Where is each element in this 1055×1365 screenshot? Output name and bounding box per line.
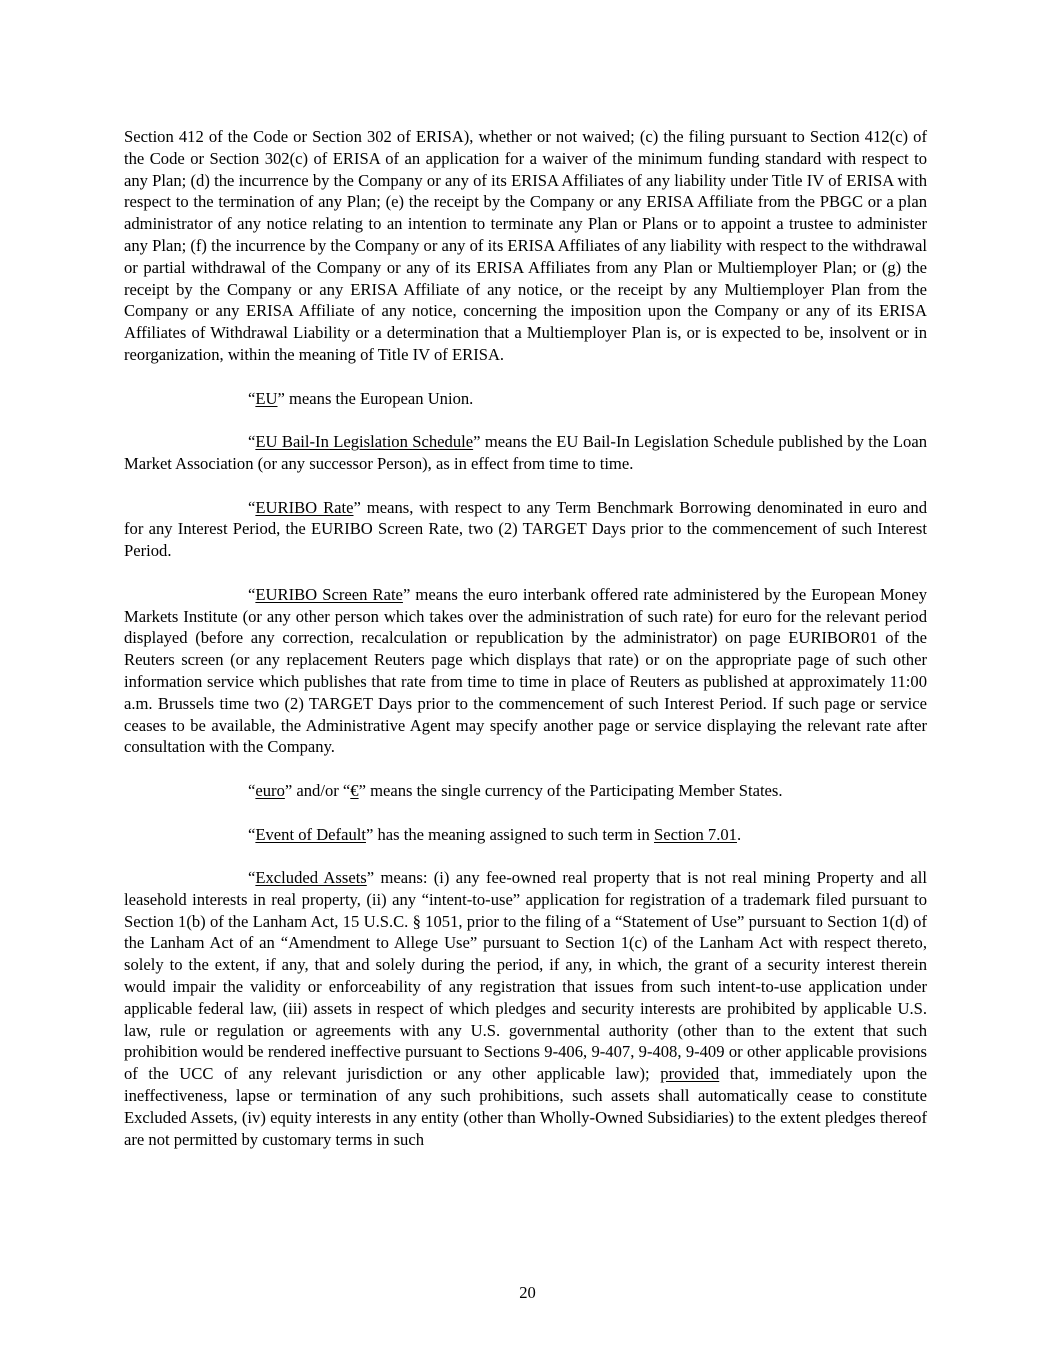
defined-term: EURIBO Rate <box>255 497 354 517</box>
definition-euro: “euro” and/or “€” means the single currency of the Participating Member States. <box>248 780 783 800</box>
definition-text-continued: that, immediately upon the ineffectiveness, lapse or termination of any such prohibitions, such assets shall automatically cease to constitute Excluded Assets, (iv) equity interests in any entity (other than Wholly-Owned Subsidiaries) to the extent pledges thereof are not permitted by customary terms in such <box>124 1064 927 1149</box>
definition-eu-bail-in-legislation-schedule: “EU Bail-In Legislation Schedule” means the EU Bail-In Legislation Schedule published by the Loan Market Association (or any successor Person), as in effect from time to time. <box>124 432 927 473</box>
definition-event-of-default: “Event of Default” has the meaning assigned to such term in Section 7.01. <box>248 824 742 844</box>
definition-text: ” means the euro interbank offered rate administered by the European Money Markets Institute (or any other person which takes over the administration of such rate) for euro for the relevant period displayed (before any correction, recalculation or republication by the administrator) on page EURIBOR01 of the Reuters screen (or any replacement Reuters page which displays that rate) or on the appropriate page of such other information service which publishes that rate from time to time in place of Reuters as published at approximately 11:00 a.m. Brussels time two (2) TARGET Days prior to the commencement of such Interest Period. If such page or service ceases to be available, the Administrative Agent may specify another page or service displaying the relevant rate after consultation with the Company. <box>124 584 927 757</box>
definition-eu: “EU” means the European Union. <box>248 388 474 408</box>
page-number: 20 <box>519 1283 536 1302</box>
document-body <box>124 126 927 1172</box>
paragraph-text: Section 412 of the Code or Section 302 of ERISA), whether or not waived; (c) the filing pursuant to Section 412(c) of the Code or Section 302(c) of ERISA of an application for a waiver of the minimum funding standard with respect to any Plan; (d) the incurrence by the Company or any of its ERISA Affiliates of any liability under Title IV of ERISA with respect to the termination of any Plan; (e) the receipt by the Company or any ERISA Affiliate from the PBGC or a plan administrator of any notice relating to an intention to terminate any Plan or Plans or to appoint a trustee to administer any Plan; (f) the incurrence by the Company or any of its ERISA Affiliates of any liability with respect to the withdrawal or partial withdrawal of the Company or any of its ERISA Affiliates from any Plan or Multiemployer Plan; or (g) the receipt by the Company or any ERISA Affiliate of any notice, or the receipt by any Multiemployer Plan from the Company or any ERISA Affiliate of any notice, concerning the imposition upon the Company or any of its ERISA Affiliates of Withdrawal Liability or a determination that a Multiemployer Plan is, or is expected to be, insolvent or in reorganization, within the meaning of Title IV of ERISA. <box>124 127 927 364</box>
defined-term: Event of Default <box>255 824 366 844</box>
defined-term: EU Bail-In Legislation Schedule <box>255 432 474 452</box>
defined-term: Excluded Assets <box>255 868 367 888</box>
defined-term-euro-symbol: € <box>350 780 359 800</box>
section-reference: Section 7.01 <box>654 824 737 844</box>
definition-text: ” means the EU Bail-In Legislation Schedule published by the Loan Market Association (or any successor Person), as in effect from time to time. <box>124 432 927 473</box>
definition-text: ” means: (i) any fee-owned real property that is not real mining Property and all leasehold interests in real property, (ii) any “intent-to-use” application for registration of a trademark filed pursuant to Section 1(b) of the Lanham Act, 15 U.S.C. § 1051, prior to the filing of a “Statement of Use” pursuant to Section 1(d) of the Lanham Act of an “Amendment to Allege Use” pursuant to Section 1(c) of the Lanham Act with respect thereto, solely to the extent, if any, that and solely during the period, if any, in which, the grant of a security interest therein would impair the validity or enforceability of any registration that issues from such intent-to-use application under applicable federal law, (iii) assets in respect of which pledges and security interests are prohibited by applicable U.S. law, rule or regulation or agreements with any U.S. governmental authority (other than to the extent that such prohibition would be rendered ineffective pursuant to Sections 9-406, 9-407, 9-408, 9-409 or other applicable provisions of the UCC of any relevant jurisdiction or any other applicable law); <box>124 868 927 1084</box>
definition-euribo-rate: “EURIBO Rate” means, with respect to any Term Benchmark Borrowing denominated in euro and for any Interest Period, the EURIBO Screen Rate, two (2) TARGET Days prior to the commencement of such Interest Period. <box>124 497 927 561</box>
defined-term: EURIBO Screen Rate <box>255 584 403 604</box>
definition-euribo-screen-rate: “EURIBO Screen Rate” means the euro interbank offered rate administered by the European Money Markets Institute (or any other person which takes over the administration of such rate) for euro for the relevant period displayed (before any correction, recalculation or republication by the administrator) on page EURIBOR01 of the Reuters screen (or any replacement Reuters page which displays that rate) or on the appropriate page of such other information service which publishes that rate from time to time in place of Reuters as published at approximately 11:00 a.m. Brussels time two (2) TARGET Days prior to the commencement of such Interest Period. If such page or service ceases to be available, the Administrative Agent may specify another page or service displaying the relevant rate after consultation with the Company. <box>124 584 927 757</box>
defined-term: EU <box>255 388 278 408</box>
defined-term: euro <box>255 780 285 800</box>
definition-text: ” means the European Union. <box>277 388 474 408</box>
definition-text: ” means the single currency of the Participating Member States. <box>358 780 783 800</box>
definition-excluded-assets: “Excluded Assets” means: (i) any fee-owned real property that is not real mining Property and all leasehold interests in real property, (ii) any “intent-to-use” application for registration of a trademark filed pursuant to Section 1(b) of the Lanham Act, 15 U.S.C. § 1051, prior to the filing of a “Statement of Use” pursuant to Section 1(d) of the Lanham Act of an “Amendment to Allege Use” pursuant to Section 1(c) of the Lanham Act with respect thereto, solely to the extent, if any, that and solely during the period, if any, in which, the grant of a security interest therein would impair the validity or enforceability of any registration that issues from such intent-to-use application under applicable federal law, (iii) assets in respect of which pledges and security interests are prohibited by applicable U.S. law, rule or regulation or agreements with any U.S. governmental authority (other than to the extent that such prohibition would be rendered ineffective pursuant to Sections 9-406, 9-407, 9-408, 9-409 or other applicable provisions of the UCC of any relevant jurisdiction or any other applicable law); provided that, immediately upon the ineffectiveness, lapse or termination of any such prohibitions, such assets shall automatically cease to constitute Excluded Assets, (iv) equity interests in any entity (other than Wholly-Owned Subsidiaries) to the extent pledges thereof are not permitted by customary terms in such <box>124 868 927 1149</box>
provided-term: provided <box>660 1064 720 1084</box>
definition-text: ” means, with respect to any Term Benchmark Borrowing denominated in euro and for any Interest Period, the EURIBO Screen Rate, two (2) TARGET Days prior to the commencement of such Interest Period. <box>124 497 927 561</box>
paragraph-erisa-event-continued <box>124 126 927 366</box>
definition-text: ” has the meaning assigned to such term in <box>365 824 654 844</box>
